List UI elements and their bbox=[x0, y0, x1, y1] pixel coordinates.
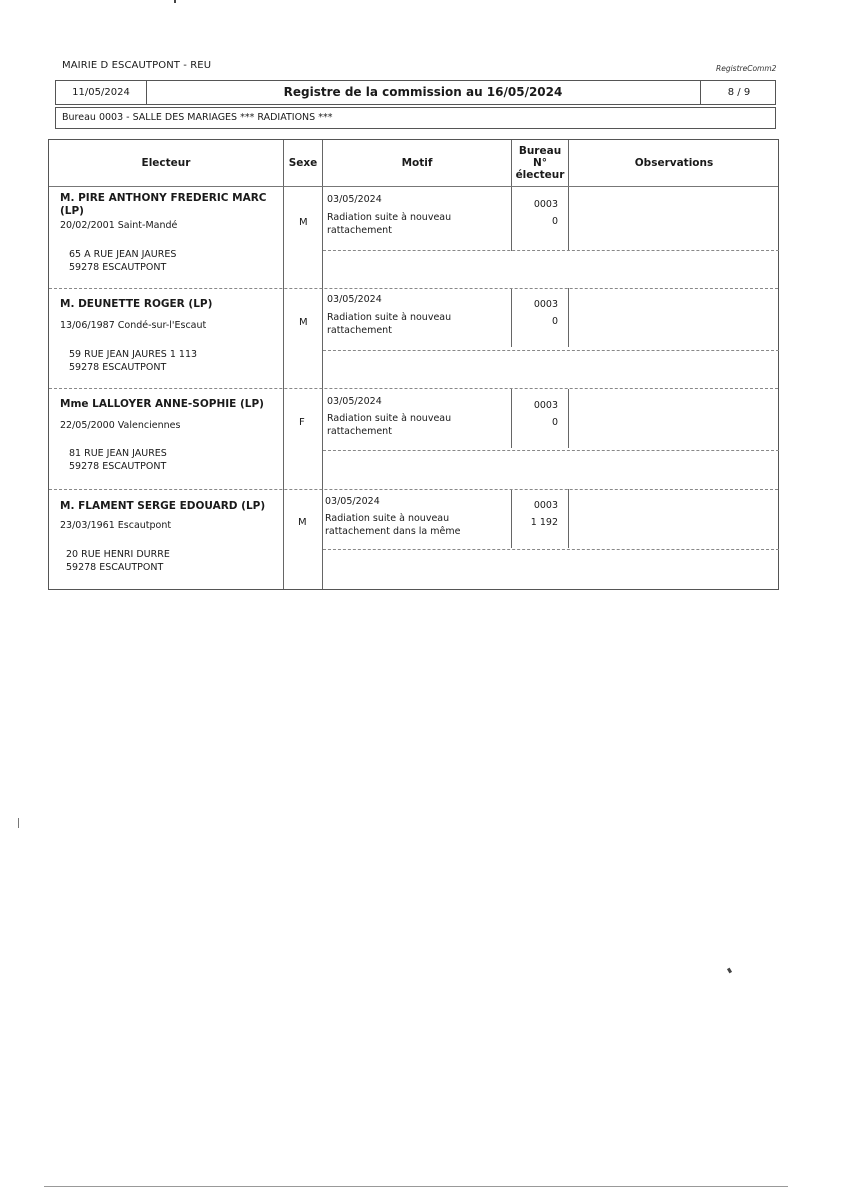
motif-text-2: rattachement dans la même bbox=[325, 526, 461, 537]
row-divider-1 bbox=[49, 288, 778, 289]
row-divider-3 bbox=[49, 489, 778, 490]
elector-sexe: M bbox=[299, 217, 308, 228]
header-box bbox=[55, 80, 776, 105]
elector-name: Mme LALLOYER ANNE-SOPHIE (LP) bbox=[60, 398, 264, 410]
header-divider bbox=[49, 186, 778, 187]
motif-date: 03/05/2024 bbox=[327, 294, 382, 305]
bureau-code: 0003 bbox=[533, 299, 558, 310]
col-divider-bureau-3 bbox=[568, 389, 569, 448]
col-divider-bureau-2 bbox=[568, 288, 569, 347]
elector-city: 59278 ESCAUTPONT bbox=[69, 461, 167, 472]
motif-text-2: rattachement bbox=[327, 325, 392, 336]
header-bureau bbox=[512, 140, 568, 186]
row4-motif-divider bbox=[323, 549, 779, 550]
page-title: Registre de la commission au 16/05/2024 bbox=[283, 85, 563, 99]
motif-date: 03/05/2024 bbox=[327, 396, 382, 407]
elector-number: 0 bbox=[551, 216, 558, 227]
header-sexe: Sexe bbox=[288, 157, 318, 169]
elector-name: M. DEUNETTE ROGER (LP) bbox=[60, 298, 213, 310]
header-motif: Motif bbox=[401, 157, 433, 169]
bureau-code: 0003 bbox=[533, 199, 558, 210]
motif-text: Radiation suite à nouveau bbox=[327, 413, 452, 424]
motif-text: Radiation suite à nouveau bbox=[327, 212, 452, 223]
elector-birth: 13/06/1987 Condé-sur-l'Escaut bbox=[60, 320, 207, 331]
elector-number: 0 bbox=[551, 316, 558, 327]
header-date: 11/05/2024 bbox=[56, 81, 147, 104]
elector-address: 81 RUE JEAN JAURES bbox=[69, 448, 167, 459]
page-number: 8 / 9 bbox=[700, 81, 777, 104]
header-bureau-line2: N° bbox=[532, 157, 548, 169]
elector-city: 59278 ESCAUTPONT bbox=[66, 562, 164, 573]
motif-text: Radiation suite à nouveau bbox=[325, 513, 450, 524]
bureau-line: Bureau 0003 - SALLE DES MARIAGES *** RADIATIONS *** bbox=[55, 107, 776, 129]
row-divider-2 bbox=[49, 388, 778, 389]
electors-table bbox=[48, 139, 779, 590]
bureau-code: 0003 bbox=[533, 400, 558, 411]
footer-line bbox=[44, 1186, 788, 1187]
elector-sexe: M bbox=[299, 317, 308, 328]
motif-date: 03/05/2024 bbox=[325, 496, 380, 507]
registre-code: RegistreComm2 bbox=[716, 64, 777, 73]
header-electeur: Electeur bbox=[141, 157, 191, 169]
col-divider-bureau-4 bbox=[568, 489, 569, 548]
scan-speck bbox=[18, 818, 19, 828]
elector-city: 59278 ESCAUTPONT bbox=[69, 362, 167, 373]
elector-sexe: M bbox=[298, 517, 307, 528]
motif-text: Radiation suite à nouveau bbox=[327, 312, 452, 323]
elector-address: 20 RUE HENRI DURRE bbox=[66, 549, 170, 560]
header-bureau-line1: Bureau bbox=[518, 145, 562, 157]
elector-birth: 22/05/2000 Valenciennes bbox=[60, 420, 181, 431]
elector-sexe: F bbox=[299, 417, 305, 428]
motif-text-2: rattachement bbox=[327, 426, 392, 437]
elector-name: M. FLAMENT SERGE EDOUARD (LP) bbox=[60, 500, 266, 512]
mairie-label: MAIRIE D ESCAUTPONT - REU bbox=[62, 60, 212, 71]
elector-birth: 23/03/1961 Escautpont bbox=[60, 520, 172, 531]
elector-birth: 20/02/2001 Saint-Mandé bbox=[60, 220, 178, 231]
scan-speck bbox=[727, 968, 732, 974]
motif-date: 03/05/2024 bbox=[327, 194, 382, 205]
row1-motif-divider bbox=[323, 250, 779, 251]
header-observations: Observations bbox=[634, 157, 714, 169]
elector-number: 1 192 bbox=[530, 517, 558, 528]
col-divider-electeur bbox=[283, 140, 284, 589]
elector-name: M. PIRE ANTHONY FREDERIC MARC (LP) bbox=[60, 192, 267, 217]
elector-address: 65 A RUE JEAN JAURES bbox=[69, 249, 177, 260]
scan-speck bbox=[174, 0, 176, 3]
header-bureau-line3: électeur bbox=[515, 169, 565, 181]
row3-motif-divider bbox=[323, 450, 779, 451]
elector-number: 0 bbox=[551, 417, 558, 428]
elector-address: 59 RUE JEAN JAURES 1 113 bbox=[69, 349, 198, 360]
row2-motif-divider bbox=[323, 350, 779, 351]
col-divider-sexe bbox=[322, 140, 323, 589]
motif-text-2: rattachement bbox=[327, 225, 392, 236]
bureau-code: 0003 bbox=[533, 500, 558, 511]
elector-city: 59278 ESCAUTPONT bbox=[69, 262, 167, 273]
